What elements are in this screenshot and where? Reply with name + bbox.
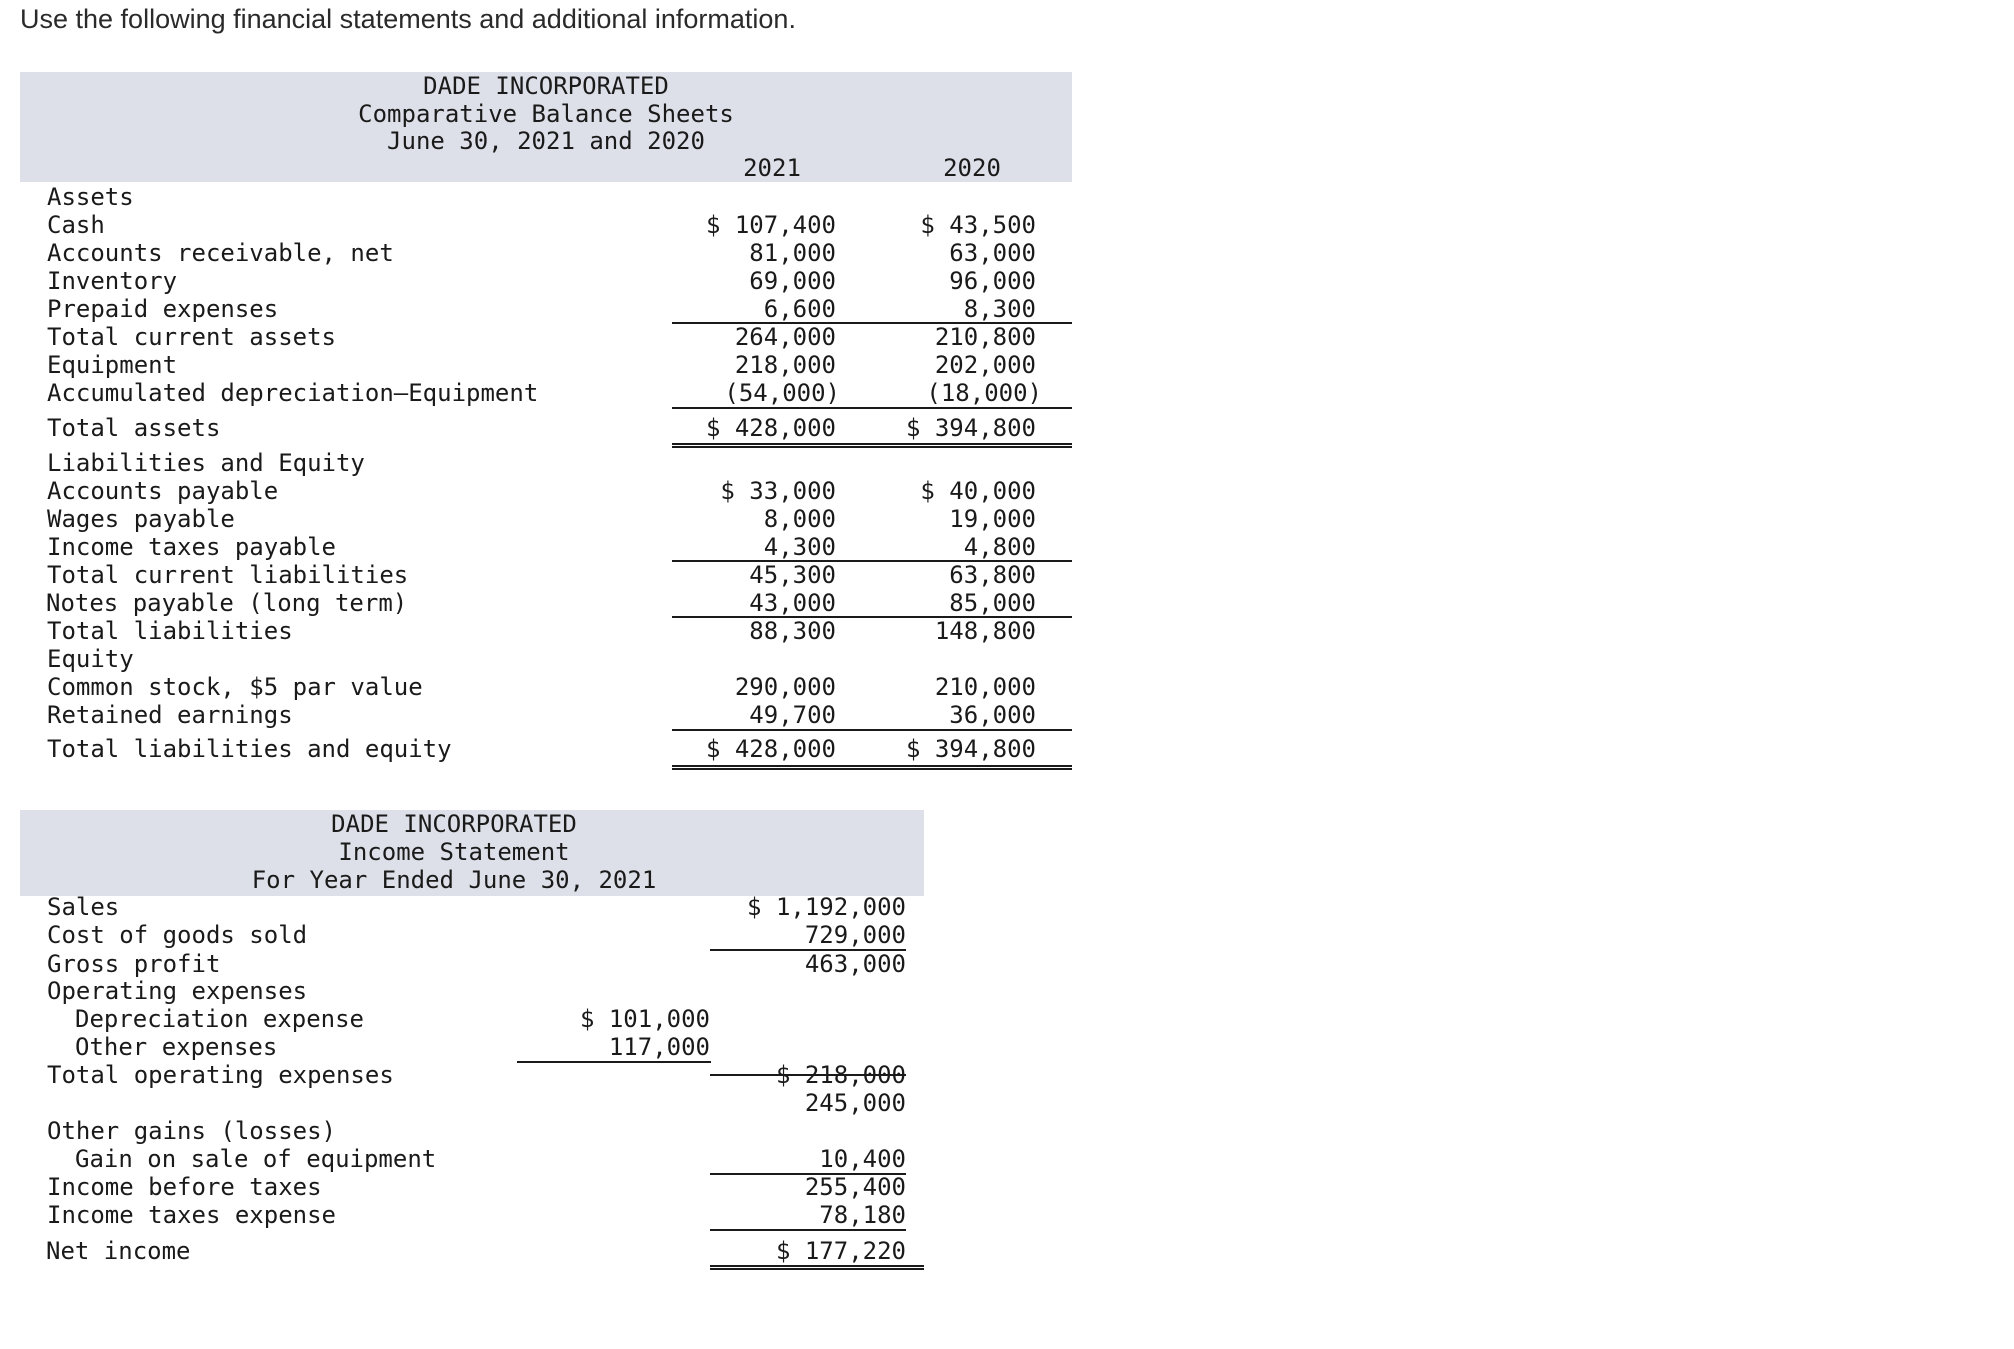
row-label: Gain on sale of equipment [75, 1145, 437, 1173]
outer-value: 245,000 [804, 1089, 906, 1117]
table-row [20, 561, 1072, 589]
instructions-text: Use the following financial statements and additional information. [20, 4, 796, 34]
total-double-rule [710, 1265, 924, 1270]
table-row [20, 673, 1072, 701]
table-row [20, 1117, 924, 1145]
value-2021: $ 107,400 [705, 211, 836, 239]
row-label: Other gains (losses) [47, 1117, 336, 1145]
total-double-rule [672, 443, 1072, 448]
value-2020: 148,800 [934, 617, 1036, 645]
table-row [20, 505, 1072, 533]
inner-value: 117,000 [608, 1033, 710, 1061]
value-2020: 4,800 [963, 533, 1036, 561]
outer-value: 255,400 [804, 1173, 906, 1201]
bs-col-2020: 2020 [943, 154, 1001, 182]
value-2021: 88,300 [749, 617, 836, 645]
value-2021: 6,600 [763, 295, 836, 323]
row-label: Total assets [47, 414, 221, 442]
bs-statement-title: Comparative Balance Sheets [358, 100, 734, 128]
table-row [20, 1033, 924, 1061]
total-double-rule [672, 765, 1072, 770]
table-row [20, 351, 1072, 379]
row-label: Common stock, $5 par value [47, 673, 423, 701]
value-2020: 63,000 [949, 239, 1036, 267]
row-label: Notes payable (long term) [46, 589, 408, 617]
value-2021: 218,000 [734, 351, 836, 379]
table-row [20, 477, 1072, 505]
value-2021: 4,300 [763, 533, 836, 561]
value-2020: 85,000 [949, 589, 1036, 617]
table-row [20, 701, 1072, 729]
row-label: Income taxes payable [47, 533, 336, 561]
value-2020: $ 394,800 [905, 414, 1036, 442]
row-label: Prepaid expenses [47, 295, 279, 323]
row-label: Total current liabilities [47, 561, 409, 589]
value-2021: 81,000 [749, 239, 836, 267]
row-label: Equity [47, 645, 134, 673]
value-2021: $ 428,000 [705, 735, 836, 763]
row-label: Accumulated depreciation—Equipment [47, 379, 539, 407]
value-2020: $ 43,500 [920, 211, 1036, 239]
value-2021: 45,300 [749, 561, 836, 589]
value-2021: 8,000 [763, 505, 836, 533]
value-2021: 49,700 [749, 701, 836, 729]
row-label: Gross profit [47, 950, 221, 978]
value-2021: $ 33,000 [720, 477, 836, 505]
row-label: Other expenses [75, 1033, 278, 1061]
value-2020: 210,800 [934, 323, 1036, 351]
row-label: Sales [47, 893, 120, 921]
row-label: Total liabilities [47, 617, 293, 645]
table-row [20, 1173, 924, 1201]
value-2020: 19,000 [949, 505, 1036, 533]
row-label: Operating expenses [47, 977, 308, 1005]
value-2020: 202,000 [934, 351, 1036, 379]
row-label: Equipment [47, 351, 178, 379]
value-2020: (18,000) [926, 379, 1042, 407]
bs-statement-date: June 30, 2021 and 2020 [387, 127, 705, 155]
row-label: Wages payable [47, 505, 235, 533]
is-statement-period: For Year Ended June 30, 2021 [251, 866, 657, 894]
bs-col-2021: 2021 [743, 154, 801, 182]
row-label: Inventory [47, 267, 178, 295]
outer-value: 729,000 [804, 921, 906, 949]
row-label: Depreciation expense [75, 1005, 364, 1033]
row-label: Net income [46, 1237, 191, 1265]
table-row [20, 1201, 924, 1229]
table-row [20, 323, 1072, 351]
table-row [20, 921, 924, 949]
table-row [20, 1237, 924, 1265]
is-statement-title: Income Statement [338, 838, 570, 866]
is-company-name: DADE INCORPORATED [331, 810, 577, 838]
row-label: Total liabilities and equity [47, 735, 452, 763]
table-row [20, 893, 924, 921]
table-row [20, 589, 1072, 617]
value-2021: 290,000 [734, 673, 836, 701]
row-label: Accounts receivable, net [47, 239, 394, 267]
value-2020: 96,000 [949, 267, 1036, 295]
subtotal-rule [710, 1229, 906, 1231]
value-2020: 36,000 [949, 701, 1036, 729]
table-row [20, 1005, 924, 1033]
outer-value: $ 218,000 [775, 1061, 906, 1089]
subtotal-rule [710, 1074, 906, 1076]
outer-value: $ 1,192,000 [747, 893, 906, 921]
row-label: Cost of goods sold [47, 921, 308, 949]
value-2020: 8,300 [963, 295, 1036, 323]
subtotal-rule [672, 407, 1072, 409]
table-row [20, 267, 1072, 295]
value-2021: 264,000 [734, 323, 836, 351]
table-row [20, 1089, 924, 1117]
value-2020: 210,000 [934, 673, 1036, 701]
row-label: Retained earnings [47, 701, 293, 729]
row-label: Cash [47, 211, 105, 239]
table-row [20, 950, 924, 978]
value-2021: (54,000) [724, 379, 840, 407]
outer-value: 78,180 [819, 1201, 906, 1229]
value-2020: $ 394,800 [905, 735, 1036, 763]
table-row [20, 414, 1072, 442]
table-row [20, 977, 924, 1005]
table-row [20, 379, 1072, 407]
bs-row-assets [20, 183, 1072, 211]
bs-row-equity [20, 645, 1072, 673]
value-2021: 69,000 [749, 267, 836, 295]
row-label: Total current assets [47, 323, 336, 351]
table-row [20, 295, 1072, 323]
bs-row-liabilities-equity [20, 449, 1072, 477]
row-label: Assets [47, 183, 134, 211]
table-row [20, 239, 1072, 267]
outer-value: 463,000 [804, 950, 906, 978]
table-row [20, 533, 1072, 561]
value-2020: 63,800 [949, 561, 1036, 589]
value-2021: 43,000 [749, 589, 836, 617]
subtotal-rule [672, 729, 1072, 731]
row-label: Total operating expenses [47, 1061, 394, 1089]
table-row [20, 735, 1072, 763]
row-label: Accounts payable [47, 477, 279, 505]
bs-company-name: DADE INCORPORATED [423, 72, 669, 100]
inner-value: $ 101,000 [579, 1005, 710, 1033]
table-row [20, 211, 1072, 239]
row-label: Income before taxes [47, 1173, 322, 1201]
row-label: Income taxes expense [47, 1201, 336, 1229]
table-row [20, 1145, 924, 1173]
table-row [20, 617, 1072, 645]
value-2021: $ 428,000 [705, 414, 836, 442]
value-2020: $ 40,000 [920, 477, 1036, 505]
row-label: Liabilities and Equity [47, 449, 365, 477]
outer-value: $ 177,220 [775, 1237, 906, 1265]
outer-value: 10,400 [819, 1145, 906, 1173]
